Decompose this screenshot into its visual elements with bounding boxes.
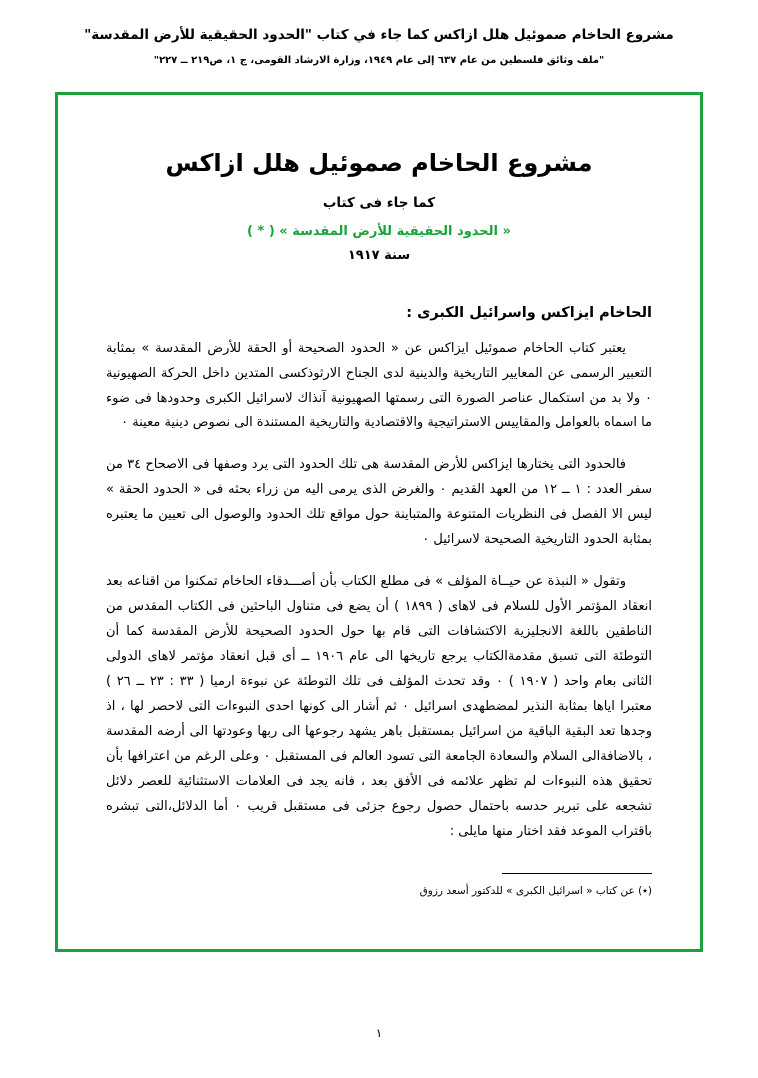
- header-source-line: "ملف وثائق فلسطين من عام ٦٣٧ إلى عام ١٩٤٩، وزارة الارشاد القومى، ج ١، ص٢١٩ ــ ٢٢٧": [153, 54, 605, 66]
- paragraph: فالحدود التى يختارها ايزاكس للأرض المقدسة هى تلك الحدود التى يرد وصفها فى الاصحاح ٣٤ من سفر العدد : ١ ــ ١٢ من العهد القديم ٠ والغرض الذى يرمى اليه من زراء بحثه فى « الحدود الحقة » ليس الا الفصل فى النظريات المتنوعة والمتباينة حول مواقع تلك الحدود والوصول الى تعيين ما يعتبره بمثابة الحدود التاريخية الصحيحة لاسرائيل ٠: [106, 457, 652, 548]
- header-title-line: مشروع الحاخام صموئيل هلل ازاكس كما جاء في كتاب "الحدود الحقيقية للأرض المقدسة": [84, 27, 674, 43]
- paragraph: وتقول « النبذة عن حيــاة المؤلف » فى مطلع الكتاب بأن أصـــدقاء الحاخام تمكنوا من اقناعه بعد انعقاد المؤتمر الأول للسلام فى لاهاى ( ١٨٩٩ ) أن يضع فى متناول الباحثين فى الكتاب المقدس من الناطقين باللغة الانجليزية الاكتشافات التى قام بها حول الحدود الصحيحة للأرض المقدسة كما أن التوطئة التى تسبق مقدمةالكتاب يرجع تاريخها الى عام ١٩٠٦ ــ أى قبل انعقاد مؤتمر لاهاى الدولى الثانى بعام واحد ( ١٩٠٧ ) ٠ وقد تحدث المؤلف فى تلك التوطئة عن نبوءة ارميا ( ٣٣ : ٢٣ ــ ٢٦ ) معتبرا اياها بمثابة النذير لمضطهدى اسرائيل ٠ ثم أشار الى كونها احدى النبوءات التى لاحصر لها ، اذ وجدها تعد البقية الباقية من اسرائيل بمستقبل باهر يشهد رجوعها الى ربها وعودتها الى أرضه المقدسة ، بالاضافةالى السلام والسعادة الجامعة التى تسود العالم فى المستقبل ٠ وعلى الرغم من اعترافها بأن تحقيق هذه النبوءات لم تظهر علائمه فى الأفق بعد ، فانه يجد فى العلامات الاستثنائية للعصر دلائل تشجعه على تبرير حدسه باحتمال حصول رجوع جزئى فى مستقبل قريب ٠ أما الدلائل،التى تبشره باقتراب الموعد فقد اختار منها مايلى :: [106, 574, 653, 839]
- section-heading: الحاخام ايزاكس واسرائيل الكبرى :: [406, 304, 652, 321]
- title-subtitle: كما جاء فى كتاب: [322, 194, 436, 211]
- publication-year: سنة ١٩١٧: [347, 247, 411, 263]
- footnote-text: (٭) عن كتاب « اسرائيل الكبرى » للدكتور أسعد رزوق: [419, 884, 652, 897]
- body-text: [106, 337, 652, 845]
- book-title: « الحدود الحقيقية للأرض المقدسة » ( * ): [247, 223, 511, 239]
- document-header: [0, 0, 758, 68]
- green-border-frame: [55, 92, 703, 952]
- footnote-separator: [502, 873, 652, 874]
- page-title: مشروع الحاخام صموئيل هلل ازاكس: [165, 149, 593, 177]
- page-number: ١: [375, 1026, 383, 1040]
- frame-content: [58, 95, 700, 949]
- paragraph: يعتبر كتاب الحاخام صموئيل ايزاكس عن « الحدود الصحيحة أو الحقة للأرض المقدسة » بمثابة التعبير الرسمى عن المعايير التاريخية والدينية لدى الجناح الارثوذكسى المتدين داخل الحركة الصهيونية ٠ ولا بد من استكمال عناصر الصورة التى رسمتها الصهيونية آنذاك لاسرائيل الكبرى وحدودها فى ضوء ما اسماه بالعوامل والمقاييس الاستراتيجية والاقتصادية والتاريخية المستندة الى نصوص دينية معينة ٠: [106, 340, 652, 431]
- title-block: [106, 147, 652, 263]
